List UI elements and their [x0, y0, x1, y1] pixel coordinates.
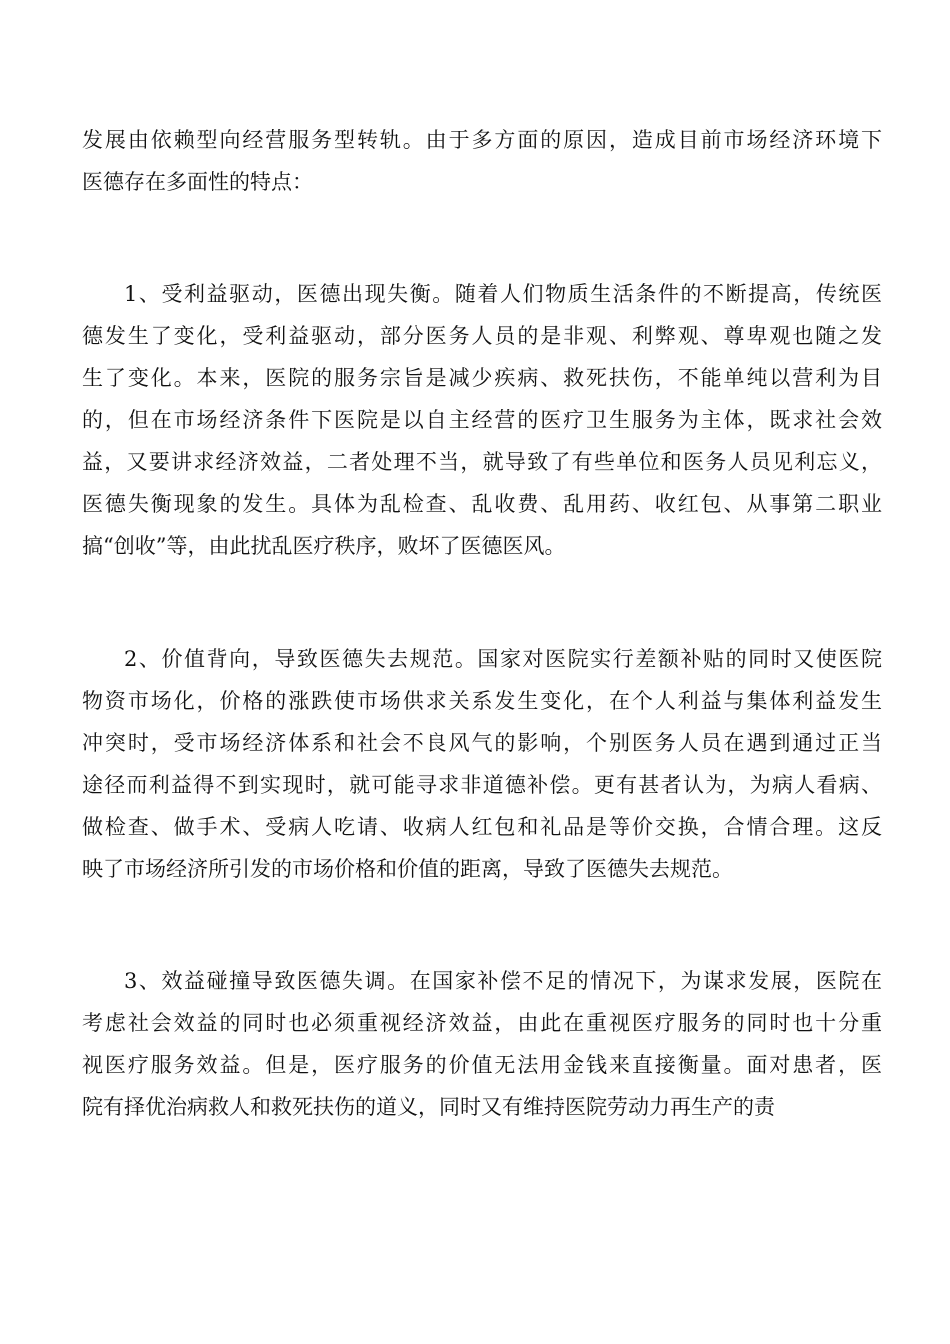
- text-line: 益，又要讲求经济效益，二者处理不当，就导致了有些单位和医务人员见利忘义，: [82, 450, 882, 474]
- text-line: 德发生了变化，受利益驱动，部分医务人员的是非观、利弊观、尊卑观也随之发: [82, 324, 882, 348]
- text-line: 生了变化。本来，医院的服务宗旨是减少疾病、救死扶伤，不能单纯以营利为目: [82, 366, 882, 390]
- text-line: 医德存在多面性的特点：: [82, 170, 313, 194]
- text-line: 视医疗服务效益。但是，医疗服务的价值无法用金钱来直接衡量。面对患者，医: [82, 1053, 882, 1077]
- text-line: 做检查、做手术、受病人吃请、收病人红包和礼品是等价交换，合情合理。这反: [82, 815, 882, 839]
- text-line: 1、受利益驱动，医德出现失衡。随着人们物质生活条件的不断提高，传统医: [124, 282, 882, 306]
- text-line: 院有择优治病救人和救死扶伤的道义，同时又有维持医院劳动力再生产的责: [82, 1095, 775, 1119]
- text-line: 考虑社会效益的同时也必须重视经济效益，由此在重视医疗服务的同时也十分重: [82, 1011, 882, 1035]
- text-line: 的，但在市场经济条件下医院是以自主经营的医疗卫生服务为主体，既求社会效: [82, 408, 882, 432]
- text-line: 映了市场经济所引发的市场价格和价值的距离，导致了医德失去规范。: [82, 857, 733, 881]
- text-line: 物资市场化，价格的涨跌使市场供求关系发生变化，在个人利益与集体利益发生: [82, 689, 882, 713]
- text-line: 2、价值背向，导致医德失去规范。国家对医院实行差额补贴的同时又使医院: [124, 647, 882, 671]
- text-line: 3、效益碰撞导致医德失调。在国家补偿不足的情况下，为谋求发展，医院在: [124, 969, 882, 993]
- text-line: 医德失衡现象的发生。具体为乱检查、乱收费、乱用药、收红包、从事第二职业: [82, 492, 882, 516]
- text-line: 搞“创收”等，由此扰乱医疗秩序，败坏了医德医风。: [82, 534, 566, 558]
- text-line: 发展由依赖型向经营服务型转轨。由于多方面的原因，造成目前市场经济环境下: [82, 128, 882, 152]
- text-line: 冲突时，受市场经济体系和社会不良风气的影响，个别医务人员在遇到通过正当: [82, 731, 882, 755]
- text-line: 途径而利益得不到实现时，就可能寻求非道德补偿。更有甚者认为，为病人看病、: [82, 773, 882, 797]
